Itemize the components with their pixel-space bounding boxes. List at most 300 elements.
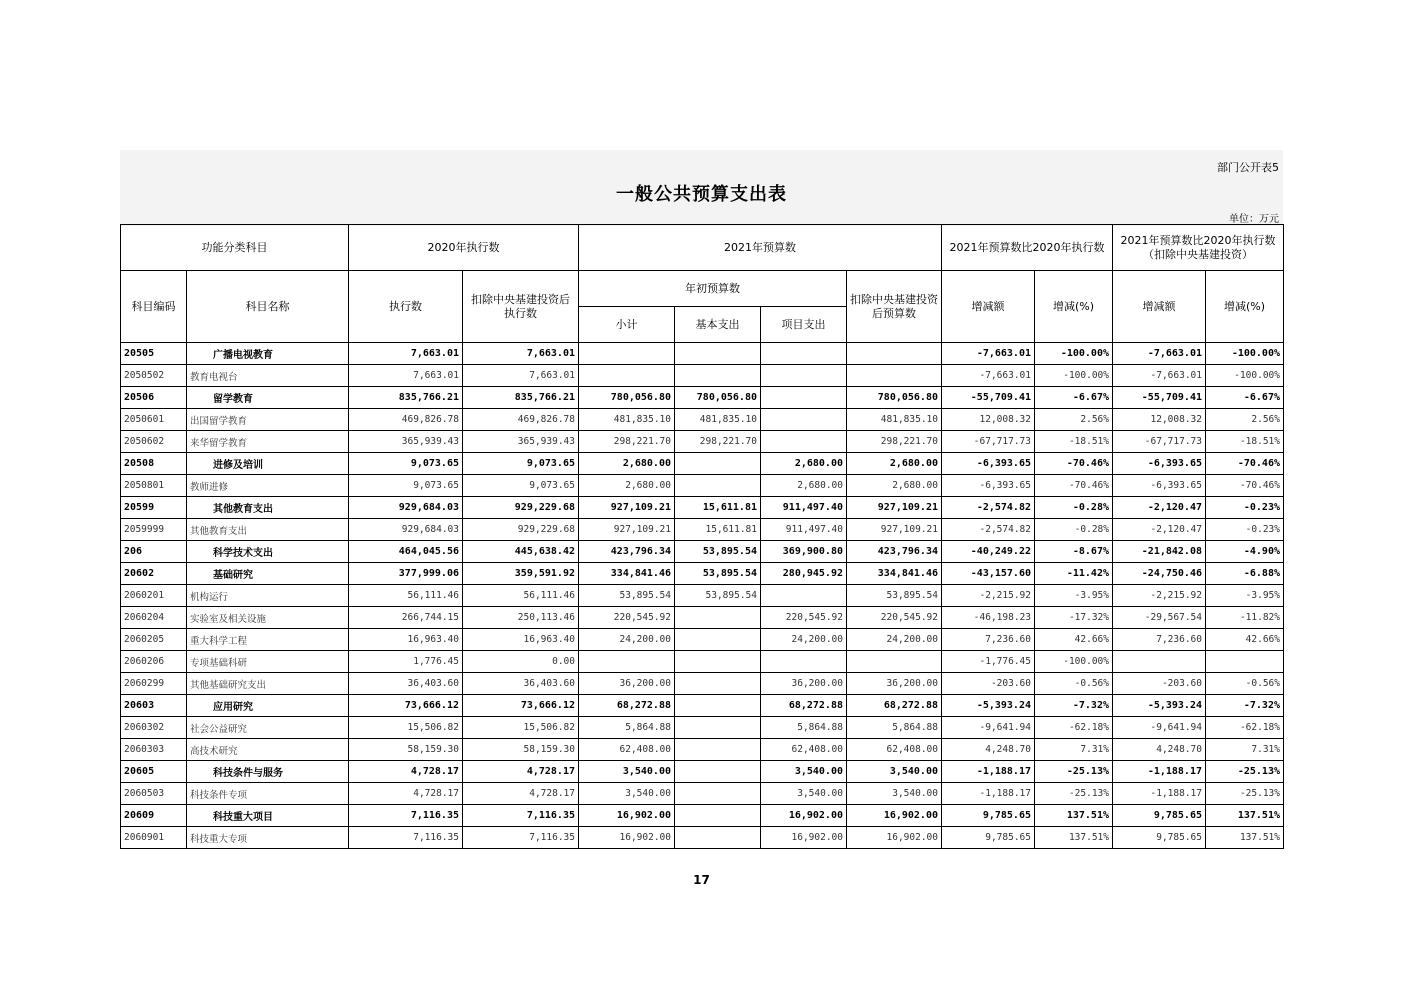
- cell-inc-amt: -203.60: [942, 673, 1035, 695]
- cell-budget-ex: [847, 651, 942, 673]
- cell-exec: 56,111.46: [349, 585, 463, 607]
- table-body: [121, 343, 1284, 849]
- cell-name: 重大科学工程: [187, 629, 349, 651]
- cell-code: 2060303: [121, 739, 187, 761]
- cell-inc-amt2: 7,236.60: [1113, 629, 1206, 651]
- cell-inc-amt: -7,663.01: [942, 365, 1035, 387]
- cell-inc-amt: -55,709.41: [942, 387, 1035, 409]
- cell-inc-amt2: 12,008.32: [1113, 409, 1206, 431]
- cell-exec-ex: 7,663.01: [463, 343, 579, 365]
- table-row: [121, 409, 1284, 431]
- cell-inc-amt2: 9,785.65: [1113, 805, 1206, 827]
- cell-code: 2060206: [121, 651, 187, 673]
- cell-inc-amt2: -2,120.47: [1113, 519, 1206, 541]
- cell-inc-pct: -18.51%: [1035, 431, 1113, 453]
- cell-inc-pct2: -11.82%: [1206, 607, 1284, 629]
- cell-subtotal: 36,200.00: [579, 673, 675, 695]
- cell-inc-amt2: -5,393.24: [1113, 695, 1206, 717]
- table-row: [121, 805, 1284, 827]
- cell-inc-pct: -100.00%: [1035, 365, 1113, 387]
- cell-inc-pct2: [1206, 651, 1284, 673]
- cell-inc-amt: -67,717.73: [942, 431, 1035, 453]
- cell-name: 科技重大专项: [187, 827, 349, 849]
- cell-inc-amt2: -1,188.17: [1113, 783, 1206, 805]
- cell-subtotal: 3,540.00: [579, 783, 675, 805]
- cell-subtotal: 220,545.92: [579, 607, 675, 629]
- cell-code: 20505: [121, 343, 187, 365]
- cell-basic: 53,895.54: [675, 585, 761, 607]
- cell-inc-pct: -0.56%: [1035, 673, 1113, 695]
- cell-project: 369,900.80: [761, 541, 847, 563]
- cell-subtotal: 24,200.00: [579, 629, 675, 651]
- cell-name: 其他教育支出: [187, 497, 349, 519]
- cell-code: 20602: [121, 563, 187, 585]
- cell-project: [761, 387, 847, 409]
- cell-exec: 266,744.15: [349, 607, 463, 629]
- cell-exec: 16,963.40: [349, 629, 463, 651]
- cell-inc-pct: -70.46%: [1035, 475, 1113, 497]
- cell-inc-amt: -6,393.65: [942, 475, 1035, 497]
- cell-inc-pct: 42.66%: [1035, 629, 1113, 651]
- cell-inc-pct: -3.95%: [1035, 585, 1113, 607]
- cell-inc-pct2: -100.00%: [1206, 365, 1284, 387]
- cell-name: 科学技术支出: [187, 541, 349, 563]
- header-budget-ex: 扣除中央基建投资后预算数: [847, 271, 942, 343]
- cell-basic: [675, 475, 761, 497]
- cell-code: 2050602: [121, 431, 187, 453]
- cell-subtotal: [579, 651, 675, 673]
- cell-inc-pct2: -7.32%: [1206, 695, 1284, 717]
- cell-inc-pct: 137.51%: [1035, 827, 1113, 849]
- cell-inc-pct2: 2.56%: [1206, 409, 1284, 431]
- cell-inc-amt: -40,249.22: [942, 541, 1035, 563]
- table-row: [121, 739, 1284, 761]
- cell-exec: 365,939.43: [349, 431, 463, 453]
- cell-basic: 15,611.81: [675, 519, 761, 541]
- cell-inc-pct2: -0.56%: [1206, 673, 1284, 695]
- cell-name: 教育电视台: [187, 365, 349, 387]
- cell-project: 911,497.40: [761, 497, 847, 519]
- cell-inc-pct: -17.32%: [1035, 607, 1113, 629]
- cell-exec-ex: 9,073.65: [463, 453, 579, 475]
- cell-inc-amt: -2,215.92: [942, 585, 1035, 607]
- table-row: [121, 519, 1284, 541]
- cell-inc-amt: -46,198.23: [942, 607, 1035, 629]
- cell-inc-amt2: [1113, 651, 1206, 673]
- cell-basic: [675, 343, 761, 365]
- cell-inc-pct2: 42.66%: [1206, 629, 1284, 651]
- table-row: [121, 717, 1284, 739]
- header-func-class: 功能分类科目: [121, 225, 349, 271]
- cell-basic: [675, 365, 761, 387]
- table-row: [121, 629, 1284, 651]
- cell-inc-amt: -9,641.94: [942, 717, 1035, 739]
- cell-exec: 464,045.56: [349, 541, 463, 563]
- cell-budget-ex: 62,408.00: [847, 739, 942, 761]
- cell-inc-pct2: -100.00%: [1206, 343, 1284, 365]
- cell-name: 其他教育支出: [187, 519, 349, 541]
- cell-inc-pct2: -25.13%: [1206, 761, 1284, 783]
- cell-exec-ex: 0.00: [463, 651, 579, 673]
- cell-inc-pct: 137.51%: [1035, 805, 1113, 827]
- cell-exec-ex: 73,666.12: [463, 695, 579, 717]
- cell-exec-ex: 929,229.68: [463, 497, 579, 519]
- cell-inc-amt2: 4,248.70: [1113, 739, 1206, 761]
- cell-exec: 7,663.01: [349, 343, 463, 365]
- cell-subtotal: [579, 343, 675, 365]
- cell-inc-pct: -25.13%: [1035, 761, 1113, 783]
- cell-exec-ex: 469,826.78: [463, 409, 579, 431]
- table-row: [121, 783, 1284, 805]
- cell-inc-pct: 2.56%: [1035, 409, 1113, 431]
- cell-exec-ex: 15,506.82: [463, 717, 579, 739]
- cell-inc-pct: -11.42%: [1035, 563, 1113, 585]
- table-row: [121, 387, 1284, 409]
- cell-name: 基础研究: [187, 563, 349, 585]
- cell-code: 20599: [121, 497, 187, 519]
- cell-project: [761, 343, 847, 365]
- cell-name: 进修及培训: [187, 453, 349, 475]
- cell-inc-amt: -1,188.17: [942, 783, 1035, 805]
- cell-basic: [675, 695, 761, 717]
- cell-inc-amt2: -2,215.92: [1113, 585, 1206, 607]
- cell-inc-pct2: -6.88%: [1206, 563, 1284, 585]
- cell-inc-amt2: -24,750.46: [1113, 563, 1206, 585]
- cell-inc-amt2: 9,785.65: [1113, 827, 1206, 849]
- cell-basic: [675, 805, 761, 827]
- header-name: 科目名称: [187, 271, 349, 343]
- cell-project: 16,902.00: [761, 805, 847, 827]
- cell-subtotal: 481,835.10: [579, 409, 675, 431]
- cell-basic: [675, 651, 761, 673]
- cell-code: 2060503: [121, 783, 187, 805]
- cell-inc-pct: -62.18%: [1035, 717, 1113, 739]
- cell-name: 广播电视教育: [187, 343, 349, 365]
- header-budget-2021: 2021年预算数: [579, 225, 942, 271]
- cell-exec: 36,403.60: [349, 673, 463, 695]
- header-inc-amt: 增减额: [942, 271, 1035, 343]
- cell-subtotal: 780,056.80: [579, 387, 675, 409]
- cell-inc-pct2: -4.90%: [1206, 541, 1284, 563]
- cell-inc-amt2: -203.60: [1113, 673, 1206, 695]
- cell-code: 2060901: [121, 827, 187, 849]
- cell-exec: 9,073.65: [349, 475, 463, 497]
- cell-inc-pct2: -18.51%: [1206, 431, 1284, 453]
- cell-inc-amt: -7,663.01: [942, 343, 1035, 365]
- cell-exec: 15,506.82: [349, 717, 463, 739]
- cell-inc-pct: -6.67%: [1035, 387, 1113, 409]
- cell-code: 2060201: [121, 585, 187, 607]
- cell-inc-pct2: -3.95%: [1206, 585, 1284, 607]
- cell-exec-ex: 250,113.46: [463, 607, 579, 629]
- cell-exec-ex: 4,728.17: [463, 783, 579, 805]
- cell-code: 2050801: [121, 475, 187, 497]
- cell-budget-ex: [847, 365, 942, 387]
- cell-exec: 377,999.06: [349, 563, 463, 585]
- cell-basic: 780,056.80: [675, 387, 761, 409]
- cell-exec-ex: 4,728.17: [463, 761, 579, 783]
- header-code: 科目编码: [121, 271, 187, 343]
- cell-project: 16,902.00: [761, 827, 847, 849]
- header-initial-budget: 年初预算数: [579, 271, 847, 307]
- cell-code: 2059999: [121, 519, 187, 541]
- cell-code: 2060205: [121, 629, 187, 651]
- cell-exec: 469,826.78: [349, 409, 463, 431]
- cell-basic: [675, 673, 761, 695]
- cell-inc-amt2: -7,663.01: [1113, 343, 1206, 365]
- cell-subtotal: 2,680.00: [579, 475, 675, 497]
- cell-name: 实验室及相关设施: [187, 607, 349, 629]
- header-inc-pct-ex: 增减(%): [1206, 271, 1284, 343]
- cell-project: 2,680.00: [761, 453, 847, 475]
- table-row: [121, 761, 1284, 783]
- cell-budget-ex: 298,221.70: [847, 431, 942, 453]
- cell-inc-amt2: -29,567.54: [1113, 607, 1206, 629]
- cell-inc-amt2: -1,188.17: [1113, 761, 1206, 783]
- cell-name: 科技条件与服务: [187, 761, 349, 783]
- cell-inc-pct2: 7.31%: [1206, 739, 1284, 761]
- cell-inc-pct2: 137.51%: [1206, 827, 1284, 849]
- cell-inc-amt: -1,776.45: [942, 651, 1035, 673]
- cell-basic: [675, 607, 761, 629]
- cell-subtotal: 334,841.46: [579, 563, 675, 585]
- cell-exec: 1,776.45: [349, 651, 463, 673]
- cell-inc-pct2: -6.67%: [1206, 387, 1284, 409]
- budget-table: [120, 224, 1284, 849]
- cell-basic: [675, 453, 761, 475]
- cell-name: 科技条件专项: [187, 783, 349, 805]
- cell-basic: [675, 827, 761, 849]
- cell-project: 3,540.00: [761, 783, 847, 805]
- cell-code: 2060302: [121, 717, 187, 739]
- cell-budget-ex: 24,200.00: [847, 629, 942, 651]
- header-basic: 基本支出: [675, 307, 761, 343]
- cell-inc-amt: 9,785.65: [942, 827, 1035, 849]
- cell-exec-ex: 9,073.65: [463, 475, 579, 497]
- cell-project: [761, 585, 847, 607]
- cell-subtotal: [579, 365, 675, 387]
- cell-inc-pct: -100.00%: [1035, 343, 1113, 365]
- cell-inc-pct: -8.67%: [1035, 541, 1113, 563]
- cell-subtotal: 16,902.00: [579, 805, 675, 827]
- cell-inc-amt2: -67,717.73: [1113, 431, 1206, 453]
- cell-code: 20605: [121, 761, 187, 783]
- cell-basic: [675, 739, 761, 761]
- header-inc-amt-ex: 增减额: [1113, 271, 1206, 343]
- cell-name: 机构运行: [187, 585, 349, 607]
- cell-budget-ex: [847, 343, 942, 365]
- cell-inc-pct2: -70.46%: [1206, 475, 1284, 497]
- cell-inc-pct: -100.00%: [1035, 651, 1113, 673]
- form-number: 部门公开表5: [1217, 161, 1279, 174]
- cell-exec: 9,073.65: [349, 453, 463, 475]
- cell-project: 280,945.92: [761, 563, 847, 585]
- cell-basic: [675, 783, 761, 805]
- cell-exec-ex: 835,766.21: [463, 387, 579, 409]
- table-row: [121, 475, 1284, 497]
- cell-project: 220,545.92: [761, 607, 847, 629]
- cell-project: [761, 365, 847, 387]
- cell-exec: 7,116.35: [349, 805, 463, 827]
- cell-inc-amt2: -2,120.47: [1113, 497, 1206, 519]
- cell-exec: 7,116.35: [349, 827, 463, 849]
- cell-name: 其他基础研究支出: [187, 673, 349, 695]
- table-row: [121, 541, 1284, 563]
- header-cmp-exec: 2021年预算数比2020年执行数: [942, 225, 1113, 271]
- cell-exec-ex: 365,939.43: [463, 431, 579, 453]
- cell-code: 2060204: [121, 607, 187, 629]
- cell-basic: 53,895.54: [675, 563, 761, 585]
- cell-exec: 929,684.03: [349, 497, 463, 519]
- header-cmp-exec-ex: 2021年预算数比2020年执行数（扣除中央基建投资）: [1113, 225, 1284, 271]
- cell-inc-amt: -43,157.60: [942, 563, 1035, 585]
- page-title: 一般公共预算支出表: [616, 184, 787, 205]
- cell-exec-ex: 16,963.40: [463, 629, 579, 651]
- cell-inc-pct2: -0.23%: [1206, 519, 1284, 541]
- cell-exec-ex: 56,111.46: [463, 585, 579, 607]
- cell-exec-ex: 7,116.35: [463, 805, 579, 827]
- cell-project: [761, 409, 847, 431]
- cell-budget-ex: 5,864.88: [847, 717, 942, 739]
- cell-basic: [675, 761, 761, 783]
- cell-inc-pct2: -70.46%: [1206, 453, 1284, 475]
- header-inc-pct: 增减(%): [1035, 271, 1113, 343]
- cell-code: 206: [121, 541, 187, 563]
- cell-inc-amt2: -9,641.94: [1113, 717, 1206, 739]
- cell-inc-amt: 12,008.32: [942, 409, 1035, 431]
- cell-inc-amt: -1,188.17: [942, 761, 1035, 783]
- cell-project: 24,200.00: [761, 629, 847, 651]
- cell-inc-amt: 9,785.65: [942, 805, 1035, 827]
- cell-budget-ex: 423,796.34: [847, 541, 942, 563]
- cell-code: 2050502: [121, 365, 187, 387]
- cell-budget-ex: 3,540.00: [847, 761, 942, 783]
- cell-subtotal: 927,109.21: [579, 519, 675, 541]
- cell-code: 2060299: [121, 673, 187, 695]
- table-row: [121, 563, 1284, 585]
- cell-project: 5,864.88: [761, 717, 847, 739]
- table-row: [121, 827, 1284, 849]
- table-row: [121, 607, 1284, 629]
- page-number: 17: [693, 873, 710, 887]
- cell-subtotal: 927,109.21: [579, 497, 675, 519]
- cell-exec: 4,728.17: [349, 761, 463, 783]
- cell-name: 留学教育: [187, 387, 349, 409]
- cell-exec-ex: 7,663.01: [463, 365, 579, 387]
- cell-name: 高技术研究: [187, 739, 349, 761]
- cell-budget-ex: 927,109.21: [847, 519, 942, 541]
- cell-inc-amt: -2,574.82: [942, 519, 1035, 541]
- cell-exec-ex: 445,638.42: [463, 541, 579, 563]
- cell-budget-ex: 2,680.00: [847, 475, 942, 497]
- cell-subtotal: 2,680.00: [579, 453, 675, 475]
- cell-inc-amt: -2,574.82: [942, 497, 1035, 519]
- cell-name: 科技重大项目: [187, 805, 349, 827]
- cell-budget-ex: 3,540.00: [847, 783, 942, 805]
- cell-project: [761, 431, 847, 453]
- header-exec: 执行数: [349, 271, 463, 343]
- cell-budget-ex: 36,200.00: [847, 673, 942, 695]
- table-row: [121, 343, 1284, 365]
- cell-exec-ex: 7,116.35: [463, 827, 579, 849]
- cell-subtotal: 16,902.00: [579, 827, 675, 849]
- cell-name: 出国留学教育: [187, 409, 349, 431]
- cell-code: 20609: [121, 805, 187, 827]
- cell-name: 社会公益研究: [187, 717, 349, 739]
- cell-inc-amt2: -55,709.41: [1113, 387, 1206, 409]
- header-exec-2020: 2020年执行数: [349, 225, 579, 271]
- cell-exec: 4,728.17: [349, 783, 463, 805]
- cell-budget-ex: 2,680.00: [847, 453, 942, 475]
- cell-inc-pct: -25.13%: [1035, 783, 1113, 805]
- cell-budget-ex: 16,902.00: [847, 805, 942, 827]
- cell-basic: 15,611.81: [675, 497, 761, 519]
- cell-budget-ex: 481,835.10: [847, 409, 942, 431]
- cell-inc-pct: -70.46%: [1035, 453, 1113, 475]
- cell-basic: 298,221.70: [675, 431, 761, 453]
- cell-basic: [675, 629, 761, 651]
- cell-name: 应用研究: [187, 695, 349, 717]
- table-row: [121, 365, 1284, 387]
- cell-inc-pct2: -25.13%: [1206, 783, 1284, 805]
- cell-exec-ex: 36,403.60: [463, 673, 579, 695]
- table-row: [121, 673, 1284, 695]
- cell-code: 2050601: [121, 409, 187, 431]
- cell-budget-ex: 53,895.54: [847, 585, 942, 607]
- cell-code: 20506: [121, 387, 187, 409]
- cell-subtotal: 423,796.34: [579, 541, 675, 563]
- cell-basic: 481,835.10: [675, 409, 761, 431]
- cell-exec: 835,766.21: [349, 387, 463, 409]
- cell-subtotal: 5,864.88: [579, 717, 675, 739]
- cell-exec-ex: 58,159.30: [463, 739, 579, 761]
- cell-project: 62,408.00: [761, 739, 847, 761]
- cell-exec-ex: 929,229.68: [463, 519, 579, 541]
- cell-inc-pct: -0.28%: [1035, 497, 1113, 519]
- cell-budget-ex: 68,272.88: [847, 695, 942, 717]
- cell-budget-ex: 334,841.46: [847, 563, 942, 585]
- cell-inc-amt: -5,393.24: [942, 695, 1035, 717]
- cell-project: 36,200.00: [761, 673, 847, 695]
- cell-exec-ex: 359,591.92: [463, 563, 579, 585]
- cell-budget-ex: 220,545.92: [847, 607, 942, 629]
- cell-inc-pct: -0.28%: [1035, 519, 1113, 541]
- cell-inc-amt2: -6,393.65: [1113, 475, 1206, 497]
- unit-label: 单位：万元: [1229, 214, 1279, 225]
- cell-inc-pct: -7.32%: [1035, 695, 1113, 717]
- cell-exec: 73,666.12: [349, 695, 463, 717]
- cell-budget-ex: 780,056.80: [847, 387, 942, 409]
- cell-project: 911,497.40: [761, 519, 847, 541]
- cell-basic: 53,895.54: [675, 541, 761, 563]
- cell-subtotal: 62,408.00: [579, 739, 675, 761]
- cell-subtotal: 298,221.70: [579, 431, 675, 453]
- cell-inc-pct2: -0.23%: [1206, 497, 1284, 519]
- cell-inc-amt: 4,248.70: [942, 739, 1035, 761]
- cell-name: 专项基础科研: [187, 651, 349, 673]
- cell-inc-amt2: -6,393.65: [1113, 453, 1206, 475]
- cell-exec: 58,159.30: [349, 739, 463, 761]
- table-row: [121, 431, 1284, 453]
- cell-inc-pct2: -62.18%: [1206, 717, 1284, 739]
- cell-inc-amt: -6,393.65: [942, 453, 1035, 475]
- header-project: 项目支出: [761, 307, 847, 343]
- cell-subtotal: 3,540.00: [579, 761, 675, 783]
- table-row: [121, 695, 1284, 717]
- cell-inc-amt2: -7,663.01: [1113, 365, 1206, 387]
- table-row: [121, 497, 1284, 519]
- cell-inc-amt2: -21,842.08: [1113, 541, 1206, 563]
